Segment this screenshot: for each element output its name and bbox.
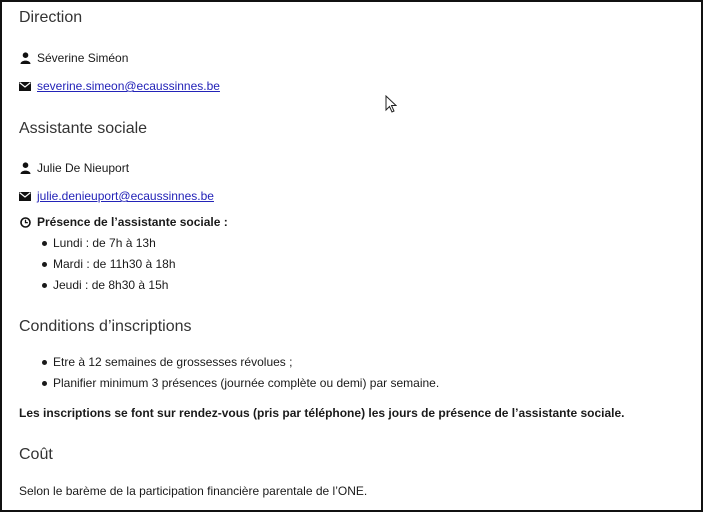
envelope-icon [19,80,31,92]
conditions-note: Les inscriptions se font sur rendez-vous (pris par téléphone) les jours de présence de l’assistante sociale. [19,406,625,420]
presence-item-tuesday: Mardi : de 11h30 à 18h [19,254,176,275]
condition-item: Etre à 12 semaines de grossesses révolues ; [19,352,439,373]
cost-text: Selon le barème de la participation financière parentale de l’ONE. [19,484,368,498]
presence-item-thursday: Jeudi : de 8h30 à 15h [19,275,176,296]
user-icon [19,162,31,174]
social-worker-email-row [19,187,214,205]
envelope-icon [19,190,31,202]
condition-item: Planifier minimum 3 présences (journée complète ou demi) par semaine. [19,373,439,394]
social-worker-email-link[interactable]: julie.denieuport@ecaussinnes.be [37,189,214,203]
direction-person-row [19,49,128,67]
direction-email-link[interactable]: severine.simeon@ecaussinnes.be [37,79,220,93]
social-worker-name: Julie De Nieuport [37,161,130,175]
conditions-heading: Conditions d’inscriptions [19,318,192,335]
direction-email-row [19,77,220,95]
user-icon [19,52,31,64]
cost-heading: Coût [19,446,53,463]
clock-icon [19,216,31,228]
direction-name: Séverine Siméon [37,51,129,65]
social-worker-person-row [19,159,129,177]
presence-heading: Présence de l’assistante sociale : [37,215,228,229]
direction-heading: Direction [19,9,83,26]
presence-item-monday: Lundi : de 7h à 13h [19,233,176,254]
conditions-list [19,352,439,394]
presence-list [19,233,176,296]
presence-heading-row [19,213,228,231]
social-worker-heading: Assistante sociale [19,120,148,137]
mouse-cursor-icon [385,95,397,118]
